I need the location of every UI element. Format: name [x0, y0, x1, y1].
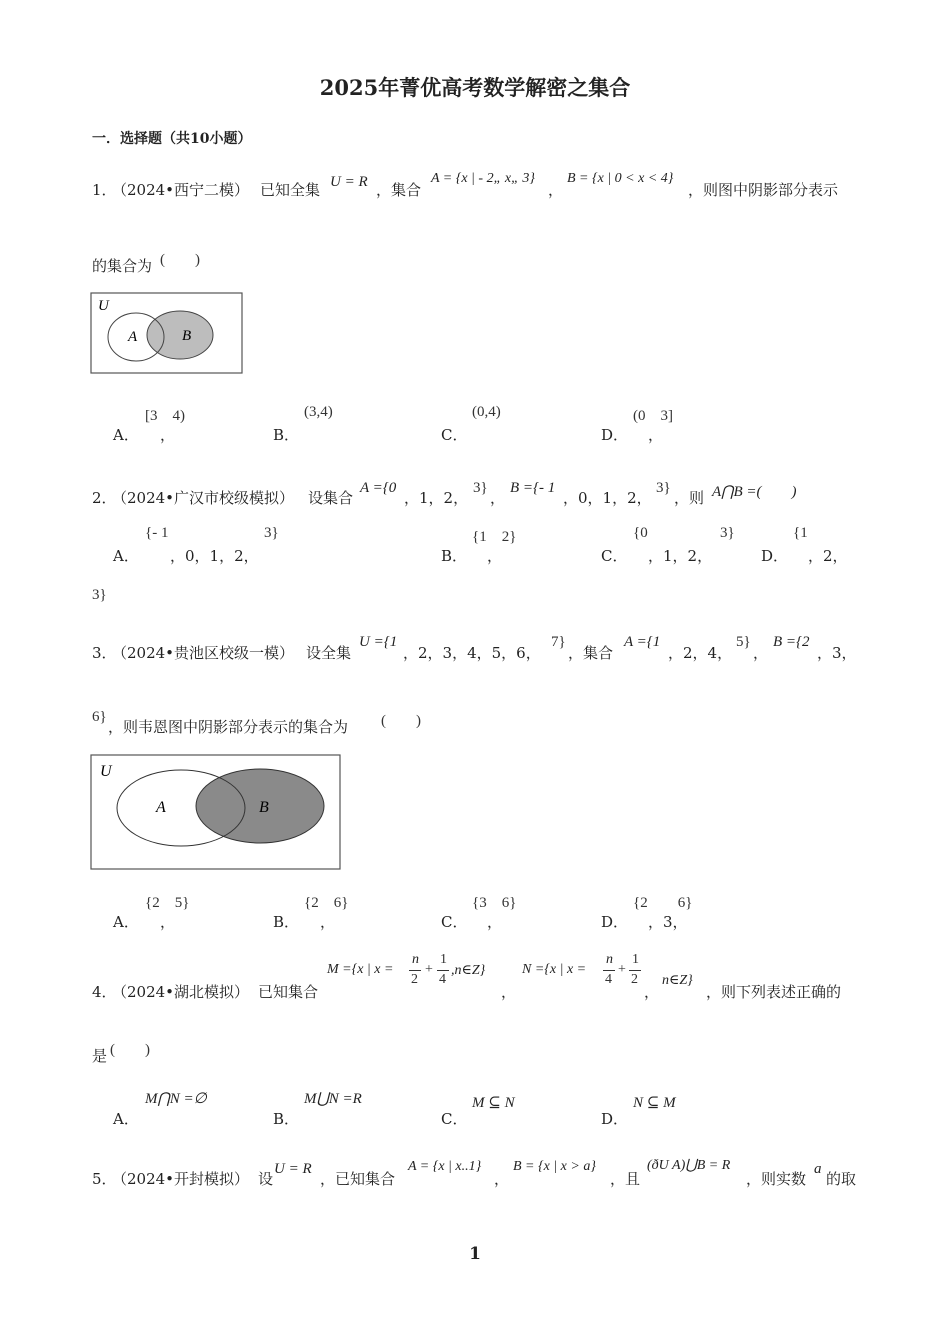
page-number: 1: [469, 1244, 481, 1264]
option-d-label[interactable]: D．: [601, 426, 629, 444]
math-expression: A⋂B =( ): [712, 484, 797, 500]
question-text: 已知集合: [258, 983, 319, 1001]
venn-label-a: A: [156, 799, 166, 816]
option-b-value: (3,4): [304, 404, 333, 420]
question-source: （2024•湖北模拟）: [112, 983, 250, 1001]
punctuation: ，: [753, 644, 769, 662]
option-d-elements: ，2，: [808, 547, 848, 565]
fraction-numerator: 1: [632, 952, 639, 967]
option-c-label[interactable]: C．: [441, 913, 468, 931]
math-set-a-open: A ={0: [360, 480, 397, 496]
fraction-numerator: n: [412, 952, 419, 967]
option-d-elements: ，3，: [648, 913, 688, 931]
option-a-label[interactable]: A．: [113, 913, 139, 931]
option-a-close: 3}: [264, 525, 279, 541]
question-source: （2024•广汉市校级模拟）: [112, 489, 295, 507]
math-set-b-elements: ，3，: [817, 644, 857, 662]
fraction-denominator: 4: [439, 972, 446, 987]
math-set-b-close: 6}: [92, 709, 107, 725]
option-c-elements: ，1，2，: [648, 547, 713, 565]
question-text: 已知全集: [260, 181, 321, 199]
option-c-value: {0: [633, 525, 648, 541]
fraction-denominator: 2: [411, 972, 418, 987]
question-text: ，集合: [376, 181, 422, 199]
math-set-a-close: 5}: [736, 634, 751, 650]
fraction-numerator: n: [606, 952, 613, 967]
math-set-m: M ={x | x =: [327, 962, 394, 977]
punctuation: ，: [490, 489, 506, 507]
venn-label-u: U: [98, 298, 109, 314]
math-set-a-open: A ={1: [624, 634, 661, 650]
section-heading: 一．选择题（共10小题）: [92, 131, 252, 147]
math-set-b-elements: ，0，1，2，: [563, 489, 652, 507]
math-set-m-condition: ,n∈Z}: [451, 963, 486, 978]
question-text: ，则图中阴影部分表示: [688, 181, 839, 199]
fraction-bar: [603, 970, 615, 971]
math-set-a-elements: ，2，4，: [668, 644, 733, 662]
option-b-value: M⋃N =R: [304, 1091, 362, 1107]
option-d-label[interactable]: D．: [761, 547, 789, 565]
math-set-n: N ={x | x =: [522, 962, 587, 977]
option-a-comma: ，: [160, 426, 176, 444]
fraction-numerator: 1: [440, 952, 447, 967]
option-a-label[interactable]: A．: [113, 547, 139, 565]
option-b-comma: ，: [487, 547, 503, 565]
math-set-b: B = {x | 0 < x < 4}: [567, 171, 674, 186]
option-a-comma: ，: [160, 913, 176, 931]
option-d-value: N ⊆ M: [633, 1095, 676, 1111]
option-c-label[interactable]: C．: [601, 547, 628, 565]
question-text: 设: [258, 1170, 274, 1188]
math-set-b-open: B ={2: [773, 634, 810, 650]
option-a-elements: ，0，1，2，: [170, 547, 259, 565]
question-text: 设集合: [308, 489, 354, 507]
math-set-a-elements: ，1，2，: [404, 489, 469, 507]
math-universal-set: U = R: [330, 174, 368, 190]
question-number: 5．: [92, 1170, 117, 1188]
venn-label-b: B: [182, 328, 192, 344]
option-c-close: 3}: [720, 525, 735, 541]
option-a-value: [3 4): [145, 408, 185, 424]
punctuation: ，: [548, 181, 564, 199]
option-d-value: {1: [793, 525, 808, 541]
option-a-value: M⋂N =∅: [145, 1091, 207, 1107]
option-b-value: {1 2}: [472, 529, 517, 545]
answer-blank: ( ): [160, 252, 200, 268]
option-b-label[interactable]: B．: [273, 426, 300, 444]
fraction-bar: [629, 970, 641, 971]
venn-diagram: [90, 754, 342, 871]
math-set-a: A = {x | - 2„ x„ 3}: [431, 171, 535, 186]
question-text: ，则下列表述正确的: [706, 983, 842, 1001]
option-b-label[interactable]: B．: [441, 547, 468, 565]
math-set-b-open: B ={- 1: [510, 480, 556, 496]
question-source: （2024•开封模拟）: [112, 1170, 250, 1188]
venn-label-b: B: [259, 799, 269, 816]
fraction-denominator: 2: [631, 972, 638, 987]
question-text: 的集合为: [92, 257, 153, 275]
math-set-a: A = {x | x..1}: [408, 1159, 482, 1174]
question-source: （2024•西宁二模）: [112, 181, 250, 199]
math-set-b: B = {x | x > a}: [513, 1159, 596, 1174]
question-number: 2．: [92, 489, 117, 507]
question-text: 的取: [826, 1170, 857, 1188]
math-set-a-close: 3}: [473, 480, 488, 496]
question-text: 设全集: [306, 644, 352, 662]
question-number: 3．: [92, 644, 117, 662]
option-d-label[interactable]: D．: [601, 1110, 629, 1128]
math-universal-close: 7}: [551, 634, 566, 650]
punctuation: ，: [494, 1170, 510, 1188]
option-c-comma: ，: [487, 913, 503, 931]
math-variable-a: a: [814, 1161, 822, 1177]
option-a-label[interactable]: A．: [113, 426, 139, 444]
option-b-comma: ，: [320, 913, 336, 931]
option-d-label[interactable]: D．: [601, 913, 629, 931]
option-a-value: {- 1: [145, 525, 169, 541]
punctuation: ，: [644, 983, 660, 1001]
plus-sign: +: [618, 962, 626, 977]
option-d-value: (0 3]: [633, 408, 673, 424]
question-source: （2024•贵池区校级一模）: [112, 644, 295, 662]
math-set-b-close: 3}: [656, 480, 671, 496]
question-text: ，已知集合: [320, 1170, 396, 1188]
plus-sign: +: [425, 962, 433, 977]
question-number: 4．: [92, 983, 117, 1001]
math-set-n-condition: n∈Z}: [662, 973, 693, 988]
option-b-value: {2 6}: [304, 895, 349, 911]
option-d-comma: ，: [648, 426, 664, 444]
fraction-bar: [437, 970, 449, 971]
question-text: ，则: [674, 489, 705, 507]
question-text: ，且: [610, 1170, 641, 1188]
question-text: ，则韦恩图中阴影部分表示的集合为: [108, 718, 349, 736]
option-a-label[interactable]: A．: [113, 1110, 139, 1128]
option-c-label[interactable]: C．: [441, 426, 468, 444]
option-c-value: (0,4): [472, 404, 501, 420]
option-a-value: {2 5}: [145, 895, 190, 911]
question-number: 1．: [92, 181, 117, 199]
math-universal-elements: ，2，3，4，5，6，: [403, 644, 541, 662]
option-c-label[interactable]: C．: [441, 1110, 468, 1128]
question-text: 是: [92, 1047, 108, 1065]
venn-diagram: [90, 292, 244, 375]
question-text: ，则实数: [746, 1170, 807, 1188]
option-d-close: 3}: [92, 587, 107, 603]
math-expression: (ðU A)⋃B = R: [647, 1158, 731, 1173]
option-b-label[interactable]: B．: [273, 1110, 300, 1128]
venn-label-a: A: [128, 329, 138, 345]
option-b-label[interactable]: B．: [273, 913, 300, 931]
answer-blank: ( ): [110, 1042, 150, 1058]
option-c-value: {3 6}: [472, 895, 517, 911]
page-title: 2025年菁优高考数学解密之集合: [319, 75, 631, 100]
venn-label-u: U: [100, 763, 112, 780]
option-c-value: M ⊆ N: [472, 1095, 515, 1111]
punctuation: ，: [501, 983, 517, 1001]
fraction-bar: [409, 970, 421, 971]
answer-blank: ( ): [381, 713, 421, 729]
question-text: ，集合: [568, 644, 614, 662]
option-d-value: {2 6}: [633, 895, 693, 911]
math-universal-open: U ={1: [359, 634, 398, 650]
fraction-denominator: 4: [605, 972, 612, 987]
math-universal-set: U = R: [274, 1161, 312, 1177]
set-b-shaded-ellipse: [147, 311, 213, 359]
